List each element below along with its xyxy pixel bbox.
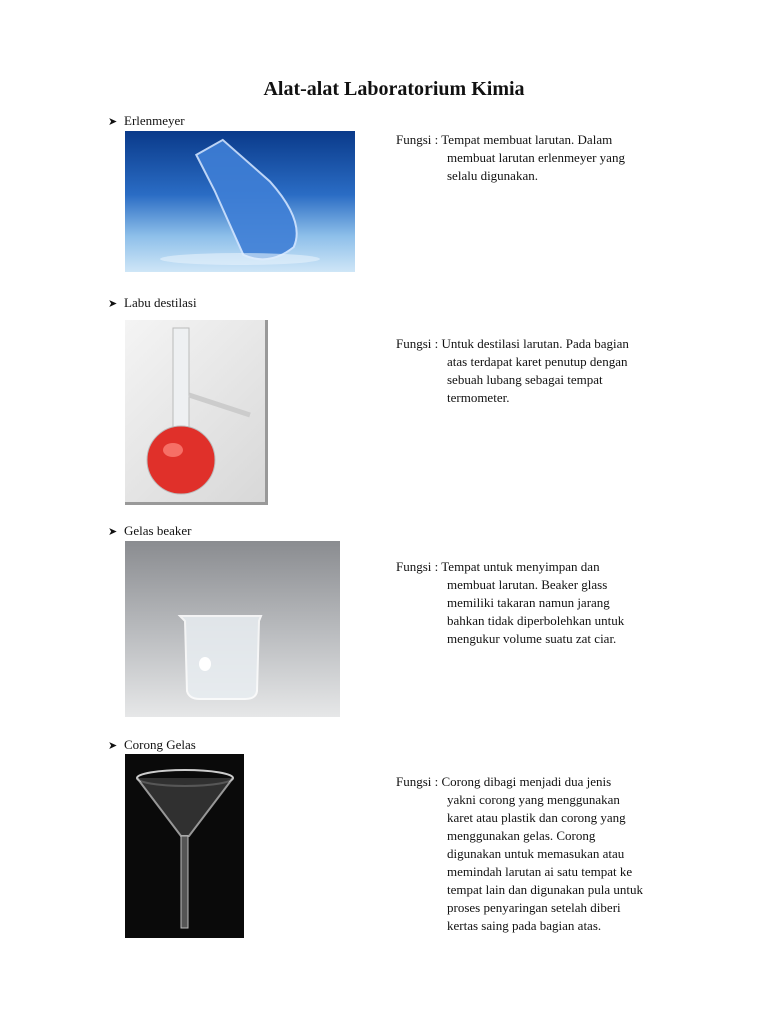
arrow-right-icon: ➤ [108, 740, 118, 752]
description-line: membuat larutan erlenmeyer yang [447, 150, 625, 165]
description-line: Fungsi : Tempat membuat larutan. Dalam [396, 132, 613, 147]
description-line: kertas saing pada bagian atas. [447, 918, 602, 933]
item-name: Gelas beaker [124, 523, 192, 538]
item-heading-labu-destilasi [108, 295, 197, 311]
item-description [396, 773, 643, 935]
description-line: membuat larutan. Beaker glass [447, 577, 608, 592]
item-heading-gelas-beaker [108, 523, 192, 539]
description-line: karet atau plastik dan corong yang [447, 810, 626, 825]
description-line: termometer. [447, 390, 510, 405]
description-line: bahkan tidak diperbolehkan untuk [447, 613, 625, 628]
description-line: Fungsi : Untuk destilasi larutan. Pada bagian [396, 336, 629, 351]
gelas-beaker-image [125, 541, 340, 717]
arrow-right-icon: ➤ [108, 526, 118, 538]
description-line: menggunakan gelas. Corong [447, 828, 596, 843]
item-name: Erlenmeyer [124, 113, 185, 128]
item-name: Labu destilasi [124, 295, 197, 310]
item-description [396, 131, 625, 185]
description-line: Fungsi : Tempat untuk menyimpan dan [396, 559, 600, 574]
description-line: digunakan untuk memasukan atau [447, 846, 625, 861]
item-description [396, 335, 629, 407]
item-description [396, 558, 624, 648]
item-name: Corong Gelas [124, 737, 196, 752]
item-heading-erlenmeyer [108, 113, 185, 129]
erlenmeyer-image [125, 131, 355, 272]
page-title: Alat-alat Laboratorium Kimia [263, 78, 525, 100]
description-line: yakni corong yang menggunakan [447, 792, 620, 807]
labu-destilasi-image [125, 320, 268, 505]
corong-gelas-image [125, 754, 244, 938]
description-line: sebuah lubang sebagai tempat [447, 372, 603, 387]
arrow-right-icon: ➤ [108, 116, 118, 128]
item-heading-corong-gelas [108, 737, 196, 753]
arrow-right-icon: ➤ [108, 298, 118, 310]
description-line: memindah larutan ai satu tempat ke [447, 864, 633, 879]
description-line: tempat lain dan digunakan pula untuk [447, 882, 644, 897]
description-line: selalu digunakan. [447, 168, 538, 183]
description-line: Fungsi : Corong dibagi menjadi dua jenis [396, 774, 612, 789]
description-line: atas terdapat karet penutup dengan [447, 354, 628, 369]
description-line: proses penyaringan setelah diberi [447, 900, 621, 915]
description-line: mengukur volume suatu zat ciar. [447, 631, 617, 646]
description-line: memiliki takaran namun jarang [447, 595, 610, 610]
